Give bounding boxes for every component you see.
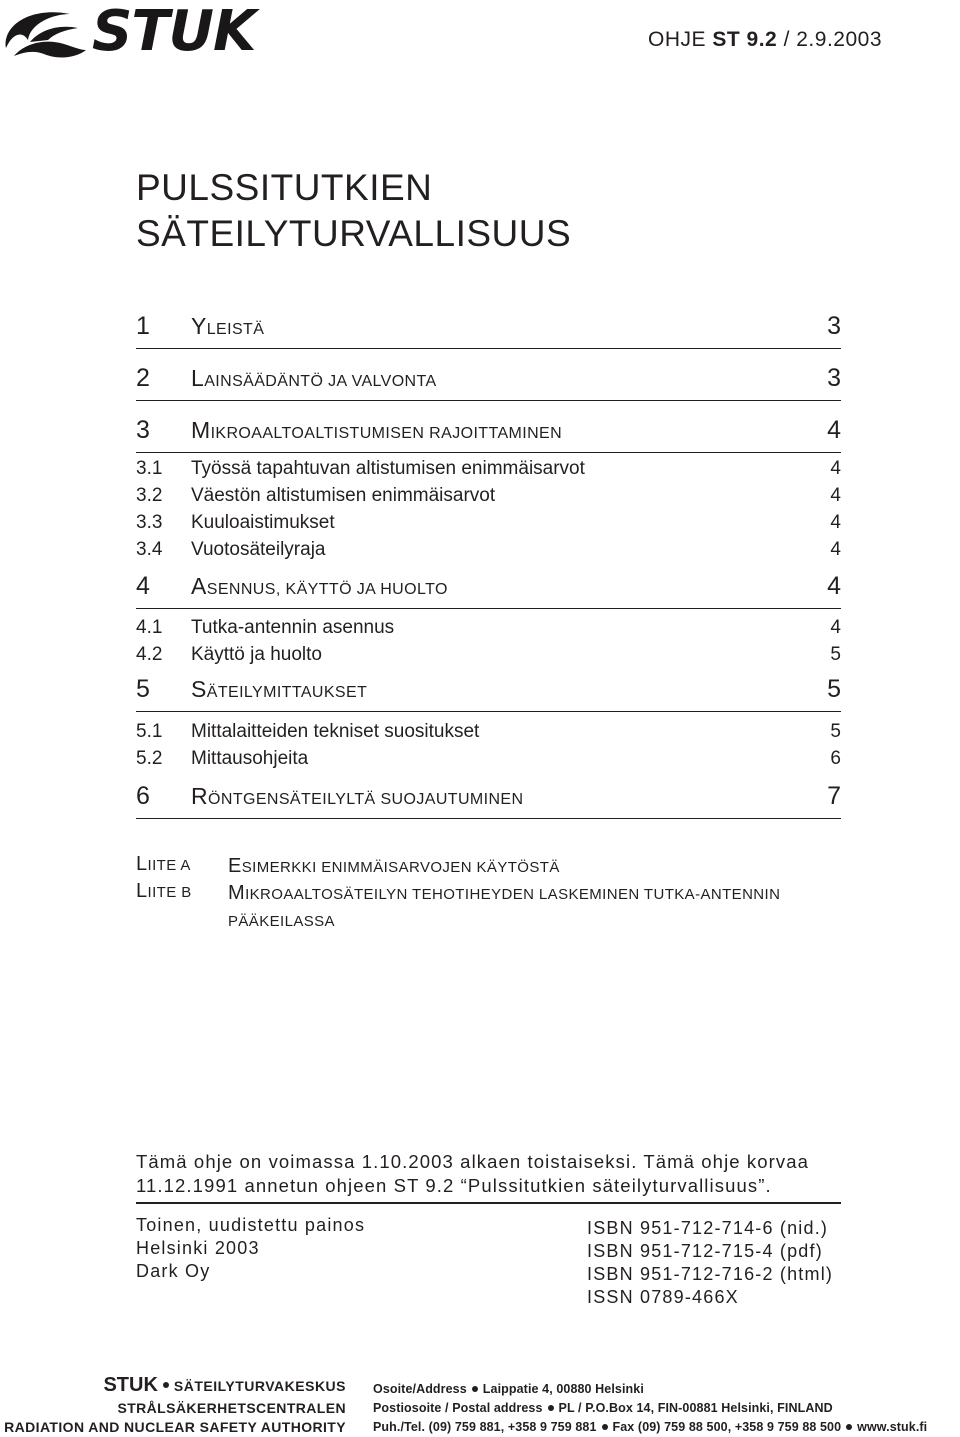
- toc-entry-title: Mittalaitteiden tekniset suositukset: [191, 721, 480, 742]
- toc-entry-number: 6: [136, 782, 150, 810]
- bullet-icon: [602, 1424, 608, 1430]
- toc-entry-title: SÄTEILYMITTAUKSET: [191, 676, 368, 702]
- toc-entry: [136, 308, 841, 349]
- stuk-logo-text: STUK: [92, 0, 256, 64]
- toc-entry: [136, 568, 841, 609]
- issn-line: ISSN 0789-466X: [587, 1287, 739, 1307]
- bullet-icon: [163, 1382, 169, 1388]
- toc-entry-number: 4.2: [136, 644, 163, 665]
- toc-entry-page: 4: [827, 572, 841, 600]
- toc-entry-number: 5: [136, 675, 150, 703]
- toc-entry-number: 3.3: [136, 512, 163, 533]
- footer-org-short: STUK: [103, 1374, 158, 1396]
- toc-entry-number: 2: [136, 364, 150, 392]
- toc-subentry: [136, 721, 841, 745]
- appendix-title: ESIMERKKI ENIMMÄISARVOJEN KÄYTÖSTÄ: [228, 855, 560, 877]
- edition-info: [136, 1214, 365, 1283]
- toc-entry-title: Mittausohjeita: [191, 748, 309, 769]
- isbn-line: ISBN 951-712-715-4 (pdf): [587, 1241, 823, 1261]
- toc-entry-title: LAINSÄÄDÄNTÖ JA VALVONTA: [191, 365, 437, 391]
- toc-subentry: [136, 485, 841, 509]
- toc-entry-page: 4: [830, 485, 841, 506]
- toc-entry-title: ASENNUS, KÄYTTÖ JA HUOLTO: [191, 573, 448, 599]
- footer-organization: [4, 1372, 346, 1437]
- title-line-1: PULSSITUTKIEN: [136, 167, 433, 208]
- edition-line: Toinen, uudistettu painos: [136, 1215, 366, 1235]
- toc-entry-number: 3.2: [136, 485, 163, 506]
- toc-subentry: [136, 644, 841, 668]
- edition-place-year: Helsinki 2003: [136, 1238, 260, 1258]
- isbn-info: [587, 1217, 833, 1309]
- address-value: Laippatie 4, 00880 Helsinki: [482, 1382, 644, 1396]
- toc-entry-number: 5.1: [136, 721, 163, 742]
- document-code-date: / 2.9.2003: [777, 28, 882, 51]
- website-link[interactable]: www.stuk.fi: [857, 1420, 928, 1434]
- toc-entry: [136, 778, 841, 819]
- toc-entry-title: Väestön altistumisen enimmäisarvot: [191, 485, 496, 506]
- appendix-title: MIKROAALTOSÄTEILYN TEHOTIHEYDEN LASKEMINEN TUTKA-ANTENNIN PÄÄKEILASSA: [228, 882, 781, 930]
- toc-entry-number: 3: [136, 416, 150, 444]
- isbn-line: ISBN 951-712-714-6 (nid.): [587, 1218, 829, 1238]
- toc-entry-page: 4: [830, 617, 841, 638]
- isbn-line: ISBN 951-712-716-2 (html): [587, 1264, 834, 1284]
- footer-org-fi: SÄTEILYTURVAKESKUS: [173, 1378, 346, 1394]
- footer-org-en: RADIATION AND NUCLEAR SAFETY AUTHORITY: [4, 1419, 346, 1435]
- toc-entry-page: 4: [830, 539, 841, 560]
- toc-entry-page: 6: [830, 748, 841, 769]
- validity-note: Tämä ohje on voimassa 1.10.2003 alkaen toistaiseksi. Tämä ohje korvaa 11.12.1991 annetun ohjeen ST 9.2 “Pulssitutkien säteilyturvallisuus”.: [136, 1150, 841, 1204]
- toc-subentry: [136, 458, 841, 482]
- toc-subentry: [136, 748, 841, 772]
- address-label: Osoite/Address: [373, 1382, 467, 1396]
- toc-entry: [136, 671, 841, 712]
- toc-entry-page: 4: [827, 416, 841, 444]
- toc-entry-title: Vuotosäteilyraja: [191, 539, 326, 560]
- toc-entry-page: 5: [827, 675, 841, 703]
- toc-entry-page: 5: [830, 721, 841, 742]
- toc-entry-page: 7: [827, 782, 841, 810]
- toc-entry-number: 5.2: [136, 748, 163, 769]
- toc-entry-title: MIKROAALTOALTISTUMISEN RAJOITTAMINEN: [191, 417, 563, 443]
- toc-entry-number: 4.1: [136, 617, 163, 638]
- toc-entry-number: 1: [136, 312, 150, 340]
- postal-label: Postiosoite / Postal address: [373, 1401, 543, 1415]
- toc-subentry: [136, 539, 841, 563]
- toc-subentry: [136, 617, 841, 641]
- toc-entry-title: RÖNTGENSÄTEILYLTÄ SUOJAUTUMINEN: [191, 783, 524, 809]
- footer-org-sv: STRÅLSÄKERHETSCENTRALEN: [117, 1400, 346, 1416]
- stuk-logo-icon: [6, 12, 86, 57]
- bullet-icon: [548, 1405, 554, 1411]
- postal-box: PL / P.O.Box 14, FIN-00881 Helsinki, FINLAND: [558, 1401, 833, 1415]
- toc-entry-title: Kuuloaistimukset: [191, 512, 335, 533]
- toc-subentry: [136, 512, 841, 536]
- document-code-id: ST 9.2: [712, 28, 778, 51]
- toc-entry-number: 3.1: [136, 458, 163, 479]
- toc-entry-title: Tutka-antennin asennus: [191, 617, 395, 638]
- toc-entry: [136, 412, 841, 453]
- toc-entry: [136, 360, 841, 401]
- toc-entry-number: 3.4: [136, 539, 163, 560]
- toc-entry-page: 5: [830, 644, 841, 665]
- appendix-label: LIITE A: [136, 853, 191, 875]
- edition-printer: Dark Oy: [136, 1261, 211, 1281]
- toc-entry-page: 3: [827, 312, 841, 340]
- toc-entry-title: Työssä tapahtuvan altistumisen enimmäisarvot: [191, 458, 585, 479]
- toc-entry-number: 4: [136, 572, 150, 600]
- title-line-2: SÄTEILYTURVALLISUUS: [136, 213, 572, 254]
- toc-entry-page: 3: [827, 364, 841, 392]
- fax-number: Fax (09) 759 88 500, +358 9 759 88 500: [612, 1420, 842, 1434]
- footer-contact: [373, 1380, 927, 1437]
- toc-entry-title: Käyttö ja huolto: [191, 644, 322, 665]
- appendix-label: LIITE B: [136, 880, 192, 902]
- bullet-icon: [846, 1424, 852, 1430]
- phone-number: Puh./Tel. (09) 759 881, +358 9 759 881: [373, 1420, 597, 1434]
- toc-entry-page: 4: [830, 458, 841, 479]
- toc-entry-page: 4: [830, 512, 841, 533]
- document-code-prefix: OHJE: [648, 28, 713, 51]
- toc-entry-title: YLEISTÄ: [191, 313, 265, 339]
- bullet-icon: [472, 1386, 478, 1392]
